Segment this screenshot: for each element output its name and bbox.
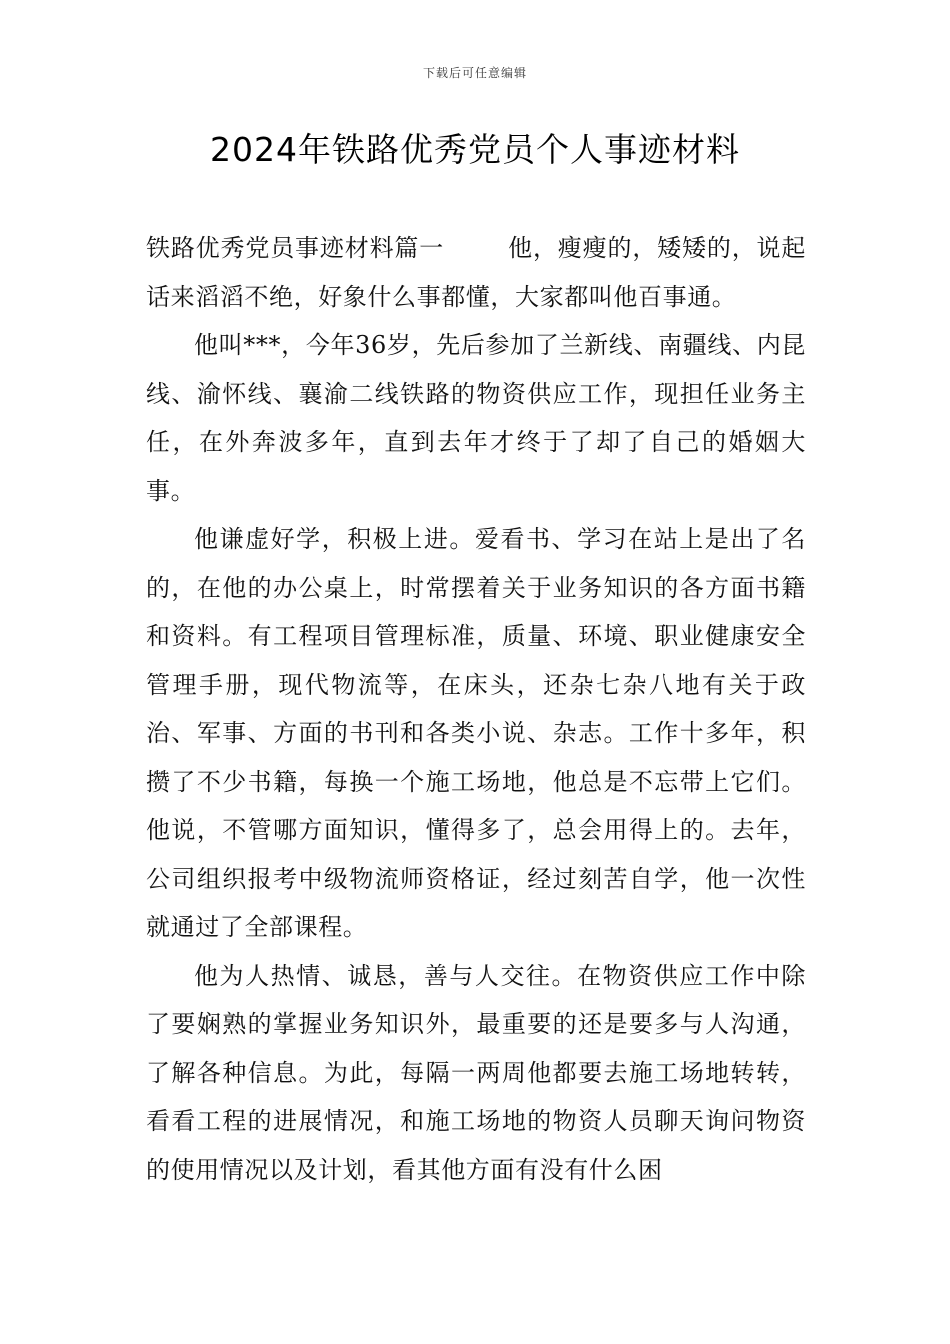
header-note: 下载后可任意编辑 [422,66,527,80]
paragraph-2: 他叫***，今年36岁，先后参加了兰新线、南疆线、内昆线、渝怀线、襄渝二线铁路的物资供应工作，现担任业务主任，在外奔波多年，直到去年才终于了却了自己的婚姻大事。 [146,331,806,505]
section-heading: 铁路优秀党员事迹材料篇一 [146,234,445,262]
paragraph-3: 他谦虚好学，积极上进。爱看书、学习在站上是出了名的，在他的办公桌上，时常摆着关于业务知识的各方面书籍和资料。有工程项目管理标准，质量、环境、职业健康安全管理手册，现代物流等，在床头，还杂七杂八地有关于政治、军事、方面的书刊和各类小说、杂志。工作十多年，积攒了不少书籍，每换一个施工场地，他总是不忘带上它们。他说，不管哪方面知识，懂得多了，总会用得上的。去年，公司组织报考中级物流师资格证，经过刻苦自学，他一次性就通过了全部课程。 [146,525,806,941]
paragraph-1 [146,224,806,321]
paragraph-1-text: 他，瘦瘦的，矮矮的，说起话来滔滔不绝，好象什么事都懂，大家都叫他百事通。 [146,234,806,311]
paragraph-4: 他为人热情、诚恳，善与人交往。在物资供应工作中除了要娴熟的掌握业务知识外，最重要的还是要多与人沟通，了解各种信息。为此，每隔一两周他都要去施工场地转转，看看工程的进展情况，和施工场地的物资人员聊天询问物资的使用情况以及计划，看其他方面有没有什么困 [146,961,806,1184]
document-body [146,224,806,1194]
document-title: 2024年铁路优秀党员个人事迹材料 [210,130,740,169]
